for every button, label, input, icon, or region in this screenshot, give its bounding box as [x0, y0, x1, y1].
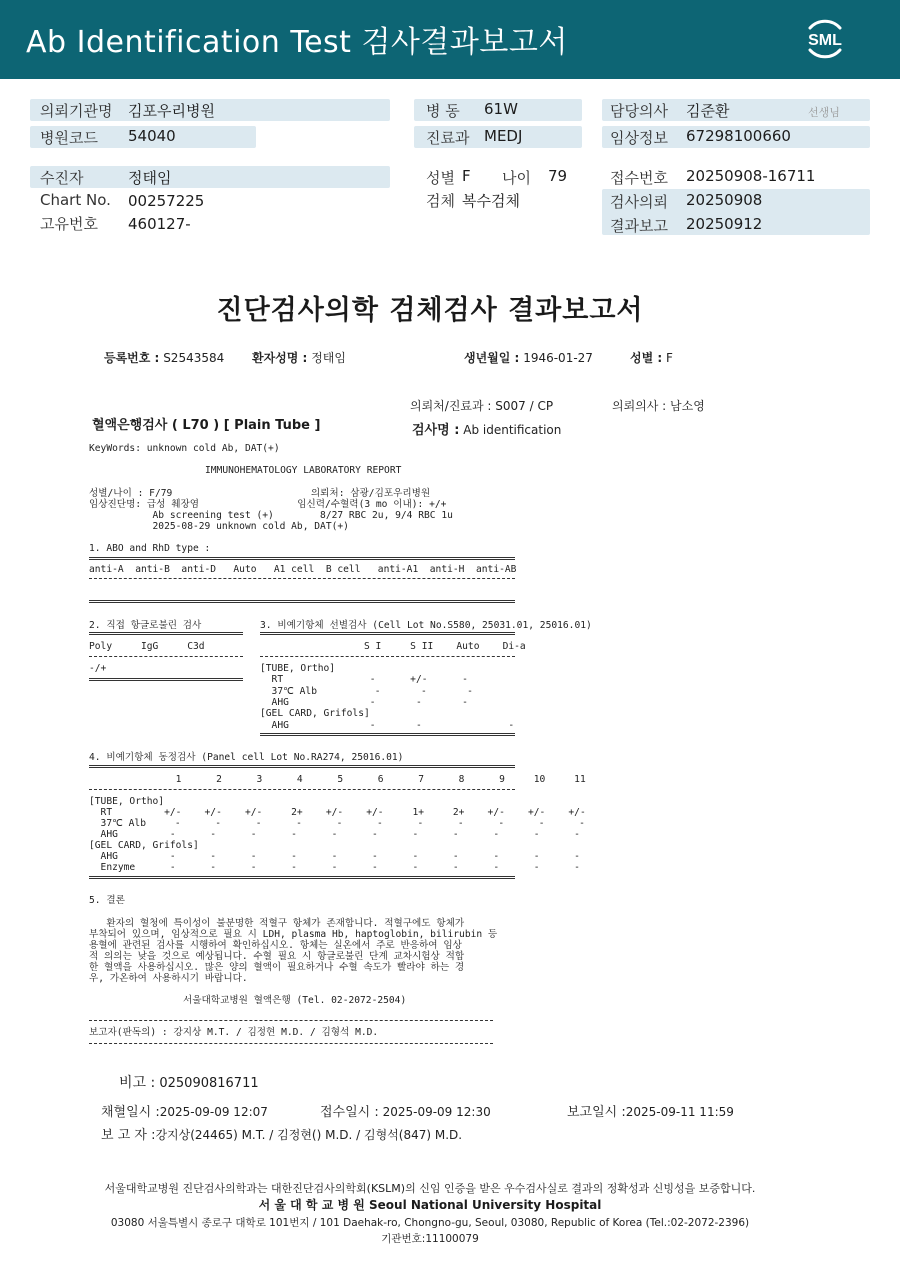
screening-row: [GEL CARD, Grifols] [260, 708, 370, 719]
divider [260, 656, 515, 657]
panel-row: 37℃ Alb - - - - - - - - - - - [89, 818, 585, 829]
divider [89, 678, 243, 681]
receipt-value: 20250908-16711 [686, 167, 816, 185]
reporter-line: 보 고 자 :강지상(24465) M.T. / 김정현() M.D. / 김형석(847) M.D. [101, 1128, 463, 1143]
divider [89, 557, 515, 560]
report-line: Ab screening test (+) 8/27 RBC 2u, 9/4 RBC 1u [89, 510, 453, 521]
receive-time: 접수일시 : 2025-09-09 12:30 [320, 1105, 491, 1120]
divider [89, 1020, 493, 1021]
report-line: 성별/나이 : F/79 의뢰처: 삼광/김포우리병원 [89, 488, 431, 499]
hospital-address: 03080 서울특별시 종로구 대학로 101번지 / 101 Daehak-ro, Chongno-gu, Seoul, 03080, Republic of Korea (Tel.:02-2072-2396) [110, 1217, 750, 1229]
note: 비고 : 025090816711 [119, 1075, 259, 1091]
specimen-value: 복수검체 [462, 192, 520, 210]
uid-value: 460127- [128, 215, 191, 233]
panel-row: AHG - - - - - - - - - - - [89, 851, 580, 862]
collect-time: 채혈일시 :2025-09-09 12:07 [101, 1105, 268, 1120]
chart-value: 00257225 [128, 192, 205, 210]
patient-label: 수진자 [40, 169, 84, 187]
doctor-label: 담당의사 [610, 102, 668, 120]
divider [260, 733, 515, 736]
age-label: 나이 [502, 169, 531, 187]
doctor-line: 의뢰의사 : 남소영 [612, 399, 705, 413]
report-time: 보고일시 :2025-09-11 11:59 [567, 1105, 734, 1120]
panel-row: [TUBE, Ortho] [89, 796, 165, 807]
screening-row: [TUBE, Ortho] [260, 663, 336, 674]
sex-value: F [462, 167, 471, 185]
divider [89, 1043, 493, 1044]
divider [89, 600, 515, 603]
patient-name: 환자성명 : 정태임 [252, 351, 346, 365]
section-3-title: 3. 비예기항체 선별검사 (Cell Lot No.S580, 25031.01, 25016.01) [260, 620, 592, 631]
divider [260, 632, 515, 635]
abo-header: anti-A anti-B anti-D Auto A1 cell B cell anti-A1 anti-H anti-AB [89, 564, 517, 575]
screening-row: 37℃ Alb - - - [260, 686, 473, 697]
divider [89, 789, 515, 790]
hospital-code-value: 54040 [128, 127, 176, 145]
divider [89, 578, 515, 579]
conclusion-line: 환자의 혈청에 특이성이 불분명한 적혈구 항체가 존재합니다. 적혈구에도 항체가 [89, 918, 465, 929]
divider [89, 656, 243, 657]
conclusion-line: 우, 가온하여 사용하시기 바랍니다. [89, 973, 248, 984]
test-name: 검사명 : Ab identification [412, 423, 562, 438]
divider [89, 876, 515, 879]
report-line: 임상진단명: 급성 췌장염 임신력/수혈력(3 mo 이내): +/+ [89, 499, 447, 510]
doctor-value: 김준환 [686, 102, 730, 120]
specimen-label: 검체 [426, 192, 455, 210]
doctor-suffix: 선생님 [808, 106, 840, 119]
receipt-label: 접수번호 [610, 169, 668, 187]
institution-number: 기관번호:11100079 [381, 1233, 479, 1245]
request-label: 검사의뢰 [610, 193, 668, 211]
section-4-title: 4. 비예기항체 동정검사 (Panel cell Lot No.RA274, 25016.01) [89, 752, 404, 763]
birth-date: 생년월일 : 1946-01-27 [464, 351, 593, 365]
svg-text:SML: SML [808, 32, 842, 49]
divider [89, 765, 515, 768]
page-title: Ab Identification Test 검사결과보고서 [26, 25, 568, 60]
screening-header: S I S II Auto Di-a [260, 641, 526, 652]
ward-value: 61W [484, 100, 518, 118]
screening-row: AHG - - - [260, 697, 468, 708]
dept-line: 의뢰처/진료과 : S007 / CP [410, 399, 554, 413]
panel-row: [GEL CARD, Grifols] [89, 840, 199, 851]
report-value: 20250912 [686, 215, 763, 233]
blood-bank: 서울대학교병원 혈액은행 (Tel. 02-2072-2504) [183, 995, 407, 1006]
conclusion-line: 한 혈액을 사용하십시오. 많은 양의 혈액이 필요하거나 수혈 속도가 빨라야 하는 경 [89, 962, 465, 973]
test-header: 혈액은행검사 ( L70 ) [ Plain Tube ] [92, 418, 321, 433]
panel-header: 1 2 3 4 5 6 7 8 9 10 11 [89, 774, 586, 785]
panel-row: Enzyme - - - - - - - - - - - [89, 862, 580, 873]
age-value: 79 [548, 167, 568, 185]
section-1-title: 1. ABO and RhD type : [89, 543, 211, 554]
certification-text: 서울대학교병원 진단검사의학과는 대한진단검사의학회(KSLM)의 신임 인증을 받은 우수검사실로 결과의 정확성과 신빙성을 보증합니다. [104, 1182, 756, 1195]
dept-label: 진료과 [426, 129, 470, 147]
chart-label: Chart No. [40, 191, 111, 209]
hospital-name: 서 울 대 학 교 병 원 Seoul National University Hospital [258, 1198, 602, 1212]
patient-value: 정태임 [128, 169, 172, 187]
sex-label: 성별 [426, 169, 455, 187]
report-label: 결과보고 [610, 217, 668, 235]
screening-row: RT - +/- - [260, 674, 468, 685]
screening-row: AHG - - - [260, 720, 515, 731]
document-title: 진단검사의학 검체검사 결과보고서 [216, 295, 644, 326]
section-2-title: 2. 직접 항글로불린 검사 [89, 620, 202, 631]
header-bar [0, 0, 900, 79]
dat-header: Poly IgG C3d [89, 641, 205, 652]
report-heading: IMMUNOHEMATOLOGY LABORATORY REPORT [205, 465, 402, 476]
hospital-code-label: 병원코드 [40, 129, 98, 147]
conclusion-line: 용혈에 관련된 검사를 시행하여 확인하십시오. 항체는 실온에서 주로 반응하여 임상 [89, 940, 462, 951]
info-row-bg [30, 166, 390, 188]
reporters: 보고자(판독의) : 강지상 M.T. / 김정현 M.D. / 김형석 M.D. [89, 1027, 379, 1038]
ward-label: 병 동 [426, 102, 460, 120]
sml-logo-icon [800, 14, 850, 64]
institution-value: 김포우리병원 [128, 102, 215, 120]
uid-label: 고유번호 [40, 215, 98, 233]
section-5-title: 5. 결론 [89, 895, 125, 906]
clinical-label: 임상정보 [610, 129, 668, 147]
reg-no: 등록번호 : S2543584 [104, 351, 225, 365]
institution-label: 의뢰기관명 [40, 102, 113, 120]
divider [89, 632, 243, 635]
patient-sex: 성별 : F [630, 351, 673, 365]
dat-value: -/+ [89, 663, 107, 674]
clinical-value: 67298100660 [686, 127, 791, 145]
report-line: 2025-08-29 unknown cold Ab, DAT(+) [89, 521, 349, 532]
request-value: 20250908 [686, 191, 763, 209]
conclusion-line: 부착되어 있으며, 임상적으로 필요 시 LDH, plasma Hb, haptoglobin, bilirubin 등 [89, 929, 498, 940]
panel-row: RT +/- +/- +/- 2+ +/- +/- 1+ 2+ +/- +/- +/- [89, 807, 586, 818]
conclusion-line: 적 의의는 낮을 것으로 예상됩니다. 수혈 필요 시 항글로불린 단계 교차시험상 적합 [89, 951, 465, 962]
dept-value: MEDJ [484, 127, 523, 145]
panel-row: AHG - - - - - - - - - - - [89, 829, 580, 840]
keywords: KeyWords: unknown cold Ab, DAT(+) [89, 443, 280, 454]
